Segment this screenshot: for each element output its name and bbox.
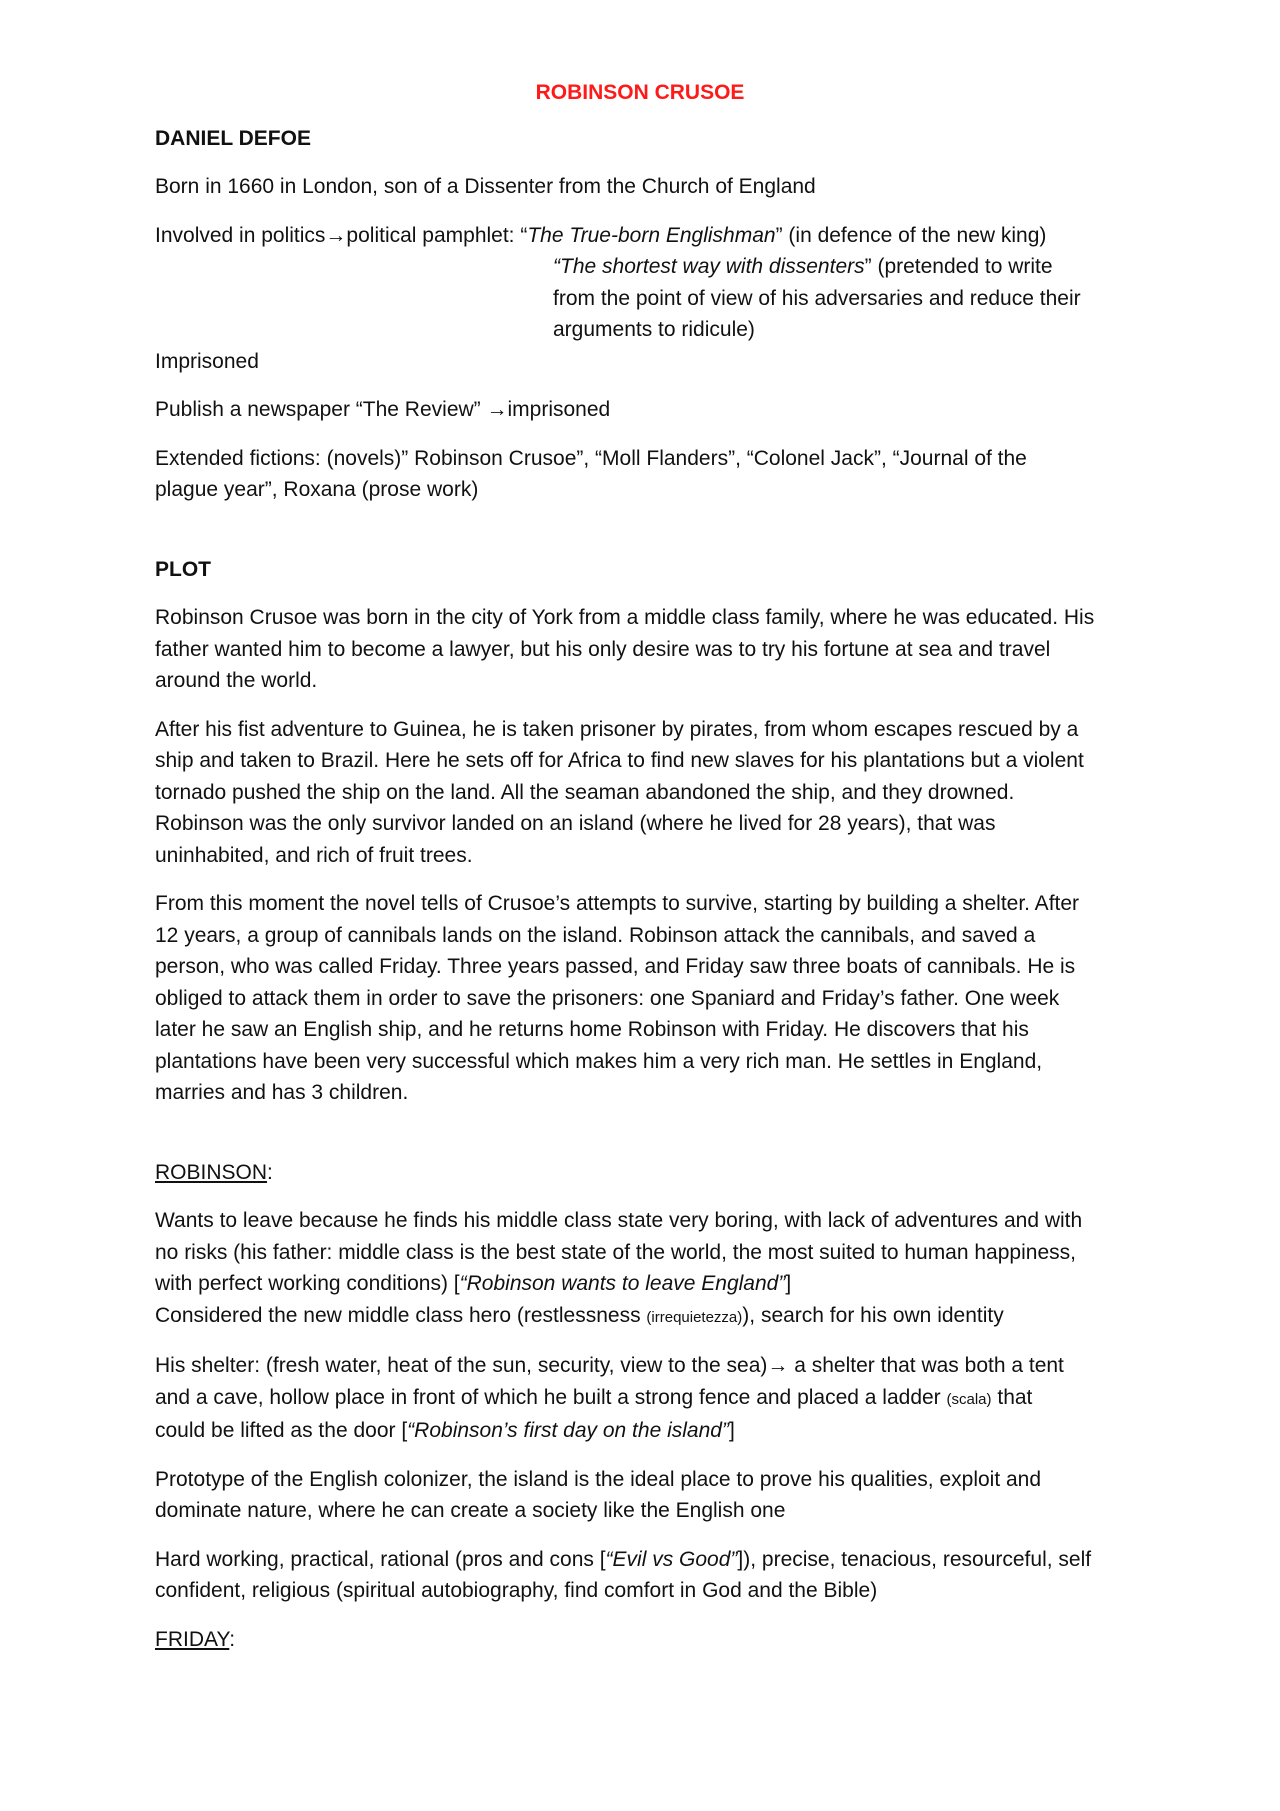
bio-newspaper: Publish a newspaper “The Review” →imprisoned	[155, 398, 611, 421]
translation-note: (irrequietezza)	[646, 1308, 743, 1326]
robinson-paragraph-1: Wants to leave because he finds his middle class state very boring, with lack of adventures and with no risks (his father: middle class is the best state of the world, the most suited to human happiness, with perfect working conditions) [“Robinson wants to leave England”] Considered the new middle class hero (restlessness (irrequietezza)), search for his own identity	[155, 1209, 1083, 1327]
quote-reference: “Robinson’s first day on the island”	[407, 1419, 729, 1442]
plot-heading: PLOT	[155, 557, 211, 581]
document-title: ROBINSON CRUSOE	[535, 81, 745, 104]
politics-line-3: from the point of view of his adversaries and reduce their	[553, 286, 1081, 310]
author-heading: DANIEL DEFOE	[155, 126, 311, 150]
politics-line-1: Involved in politics→political pamphlet: “The True-born Englishman” (in defence of the new king)	[155, 223, 1047, 247]
plot-paragraph-2: After his fist adventure to Guinea, he is taken prisoner by pirates, from whom escapes rescued by a ship and taken to Brazil. Here he sets off for Africa to find new slaves for his plantations but a violent tornado pushed the ship on the land. All the seaman abandoned the ship, and they drowned. Robinson was the only survivor landed on an island (where he lived for 28 years), that was uninhabited, and rich of fruit trees.	[155, 717, 1084, 867]
bio-politics	[155, 220, 1125, 346]
bio-born: Born in 1660 in London, son of a Dissenter from the Church of England	[155, 175, 816, 198]
spacer	[155, 523, 1125, 554]
robinson-paragraph-3: Prototype of the English colonizer, the island is the ideal place to prove his qualities, exploit and dominate nature, where he can create a society like the English one	[155, 1467, 1042, 1522]
translation-note: (scala)	[946, 1390, 992, 1408]
friday-heading: FRIDAY:	[155, 1627, 236, 1651]
politics-line-4: arguments to ridicule)	[553, 318, 755, 341]
robinson-paragraph-4: Hard working, practical, rational (pros and cons [“Evil vs Good”]), precise, tenacious, resourceful, self confident, religious (spiritual autobiography, find comfort in God and the Bible)	[155, 1547, 1092, 1602]
plot-paragraph-1: Robinson Crusoe was born in the city of York from a middle class family, where he was educated. His father wanted him to become a lawyer, but his only desire was to try his fortune at sea and travel around the world.	[155, 606, 1095, 692]
work-title: The True-born Englishman	[527, 223, 776, 247]
arrow-icon: →	[486, 398, 508, 421]
spacer	[155, 1126, 1125, 1157]
arrow-icon: →	[325, 223, 347, 247]
bio-fictions: Extended fictions: (novels)” Robinson Crusoe”, “Moll Flanders”, “Colonel Jack”, “Journal of the plague year”, Roxana (prose work)	[155, 446, 1027, 501]
arrow-icon: →	[767, 1354, 789, 1377]
quote-reference: “Evil vs Good”	[605, 1547, 738, 1571]
robinson-heading: ROBINSON:	[155, 1160, 273, 1184]
robinson-paragraph-2: His shelter: (fresh water, heat of the sun, security, view to the sea)→ a shelter that was both a tent and a cave, hollow place in front of which he built a strong fence and placed a ladder (scala) that could be lifted as the door [“Robinson’s first day on the island”]	[155, 1354, 1064, 1442]
bio-imprisoned: Imprisoned	[155, 349, 259, 373]
work-title: The shortest way with dissenters	[560, 255, 865, 278]
plot-paragraph-3: From this moment the novel tells of Crusoe’s attempts to survive, starting by building a shelter. After 12 years, a group of cannibals lands on the island. Robinson attack the cannibals, and saved a person, who was called Friday. Three years passed, and Friday saw three boats of cannibals. He is obliged to attack them in order to save the prisoners: one Spaniard and Friday’s father. One week later he saw an English ship, and he returns home Robinson with Friday. He discovers that his plantations have been very successful which makes him a very rich man. He settles in England, marries and has 3 children.	[155, 892, 1080, 1104]
quote-reference: “Robinson wants to leave England”	[459, 1272, 786, 1295]
politics-line-2: “The shortest way with dissenters” (pretended to write	[553, 255, 1053, 278]
